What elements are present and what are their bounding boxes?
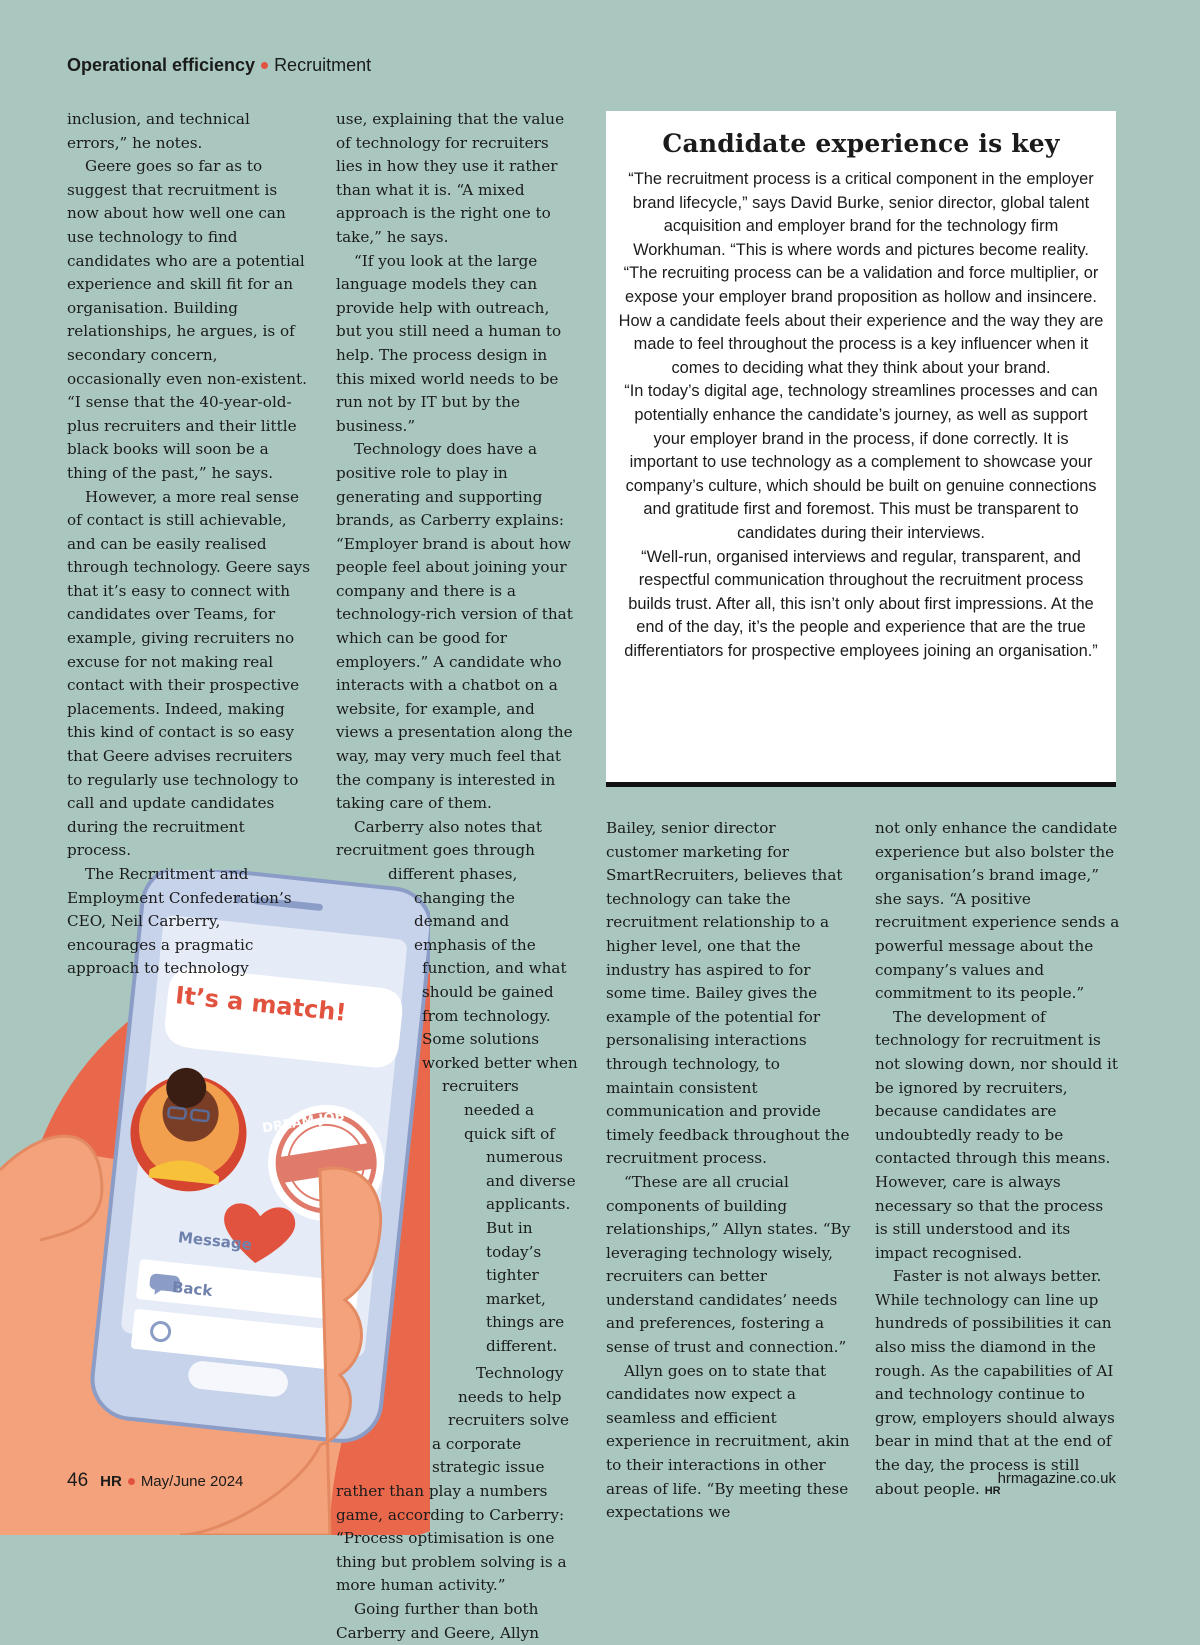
stamp-text: DREAM JOB <box>261 1108 346 1137</box>
article-column-3 <box>606 817 851 1525</box>
website-link[interactable]: hrmagazine.co.uk <box>997 1470 1116 1487</box>
paragraph: not only enhance the candidate experience but also bolster the organisation’s brand image,” she says. “A positive recruitment experience sends a powerful message about the company’s values and commitment to its people.” <box>875 819 1120 1003</box>
article-column-4 <box>875 817 1120 1503</box>
article-column-1 <box>67 108 312 981</box>
paragraph: use, explaining that the value of technology for recruiters lies in how they use it rather than what it is. “A mixed approach is the right one to take,” he says. <box>336 110 565 246</box>
section-label: Operational efficiency <box>67 55 256 75</box>
page-number: 46 <box>67 1470 89 1491</box>
candidate-experience-boxout <box>606 111 1116 787</box>
bullet-dot-icon <box>261 62 268 69</box>
paragraph: Technology needs to help recruiters solve a corporate strategic issue rather than play a numbers game, according to Carberry: “Process optimisation is one thing but problem solving is a more human activity.” <box>336 1364 569 1595</box>
paragraph: Technology does have a positive role to play in generating and supporting brands, as Carberry explains: “Employer brand is about how people feel about joining your company and there is a technology-rich version of that which can be good for employers.” A candidate who interacts with a chatbot on a website, for example, and views a presentation along the way, may very much feel that the company is interested in taking care of them. <box>336 440 573 813</box>
paragraph: Geere goes so far as to suggest that recruitment is now about how well one can use technology to find candidates who are a potential experience and skill fit for an organisation. Building relationships, he argues, is of secondary concern, occasionally even non-existent. “I sense that the 40-year-old-plus recruiters and their little black books will soon be a thing of the past,” he says. <box>67 157 307 482</box>
article-column-2 <box>336 108 579 1645</box>
paragraph: Bailey, senior director customer marketing for SmartRecruiters, believes that technology can take the recruitment relationship to a higher level, one that the industry has aspired to for some time. Bailey gives the example of the potential for personalising interactions through technology, to maintain consistent communication and provide timely feedback throughout the recruitment process. <box>606 819 850 1168</box>
message-label: Message <box>177 1228 253 1254</box>
bullet-dot-icon <box>128 1478 135 1485</box>
back-label: Back <box>171 1277 214 1301</box>
boxout-paragraph: “The recruiting process can be a validation and force multiplier, or expose your employer brand proposition as hollow and insincere. How a candidate feels about their experience and the way they are made to feel throughout the process is a key influencer when it comes to deciding what they think about your brand. <box>618 264 1104 377</box>
paragraph: “If you look at the large language models they can provide help with outreach, but you still need a human to help. The process design in this mixed world needs to be run not by IT but by the business.” <box>336 251 562 435</box>
paragraph: Going further than both Carberry and Geere, Allyn <box>336 1599 540 1642</box>
paragraph: The development of technology for recruitment is not slowing down, nor should it be ignored by recruiters, because candidates are undoubtedly ready to be contacted through this means. However, care is always necessary so that the process is still understood and its impact recognised. <box>875 1007 1119 1262</box>
magazine-name: HR <box>100 1473 122 1490</box>
paragraph: inclusion, and technical errors,” he notes. <box>67 110 250 152</box>
topic-label: Recruitment <box>274 55 372 75</box>
end-mark: HR <box>984 1484 1001 1497</box>
paragraph: Carberry also notes that recruitment goes through different phases, changing the demand and emphasis of the function, and what should be gained from technology. Some solutions worked better when recruiters needed a quick sift of numerous and diverse applicants. But in today’s tighter market, things are different. <box>336 817 578 1355</box>
paragraph: Allyn goes on to state that candidates now expect a seamless and efficient experience in recruitment, akin to their interactions in other areas of life. “By meeting these expectations we <box>606 1361 850 1522</box>
running-header <box>67 55 371 76</box>
paragraph <box>875 1265 1120 1503</box>
paragraph: “These are all crucial components of building relationships,” Allyn states. “By leveraging technology wisely, recruiters can better understand candidates’ needs and preferences, fostering a sense of trust and connection.” <box>606 1172 851 1357</box>
boxout-paragraph: “The recruitment process is a critical component in the employer brand lifecycle,” says David Burke, senior director, global talent acquisition and employer brand for the technology firm Workhuman. “This is where words and pictures become reality. <box>628 170 1094 259</box>
boxout-paragraph: “Well-run, organised interviews and regular, transparent, and respectful communication throughout the recruitment process builds trust. After all, this isn’t only about first impressions. At the end of the day, it’s the people and experience that are the true differentiators for prospective employees joining an organisation.” <box>624 547 1098 660</box>
paragraph: The Recruitment and Employment Confederation’s CEO, Neil Carberry, encourages a pragmatic approach to technology <box>67 865 292 978</box>
bubble-text: It’s a match! <box>174 981 348 1027</box>
boxout-title: Candidate experience is key <box>662 129 1060 158</box>
paragraph-text: Faster is not always better. While technology can line up hundreds of possibilities it can also miss the diamond in the rough. As the capabilities of AI and technology continue to grow, employers should always bear in mind that at the end of the day, the process is still about people. <box>875 1267 1115 1498</box>
boxout-paragraph: “In today’s digital age, technology streamlines processes and can potentially enhance the candidate’s journey, as well as support your employer brand in the process, if done correctly. It is important to use technology as a complement to showcase your company’s culture, which should be built on genuine connections and gratitude first and foremost. This must be transparent to candidates during their interviews. <box>624 382 1098 542</box>
footer-issue <box>67 1470 243 1492</box>
paragraph: However, a more real sense of contact is still achievable, and can be easily realised through technology. Geere says that it’s easy to connect with candidates over Teams, for example, giving recruiters no excuse for not making real contact with their prospective placements. Indeed, making this kind of contact is so easy that Geere advises recruiters to regularly use technology to call and update candidates during the recruitment process. <box>67 487 311 860</box>
issue-date: May/June 2024 <box>140 1473 244 1490</box>
